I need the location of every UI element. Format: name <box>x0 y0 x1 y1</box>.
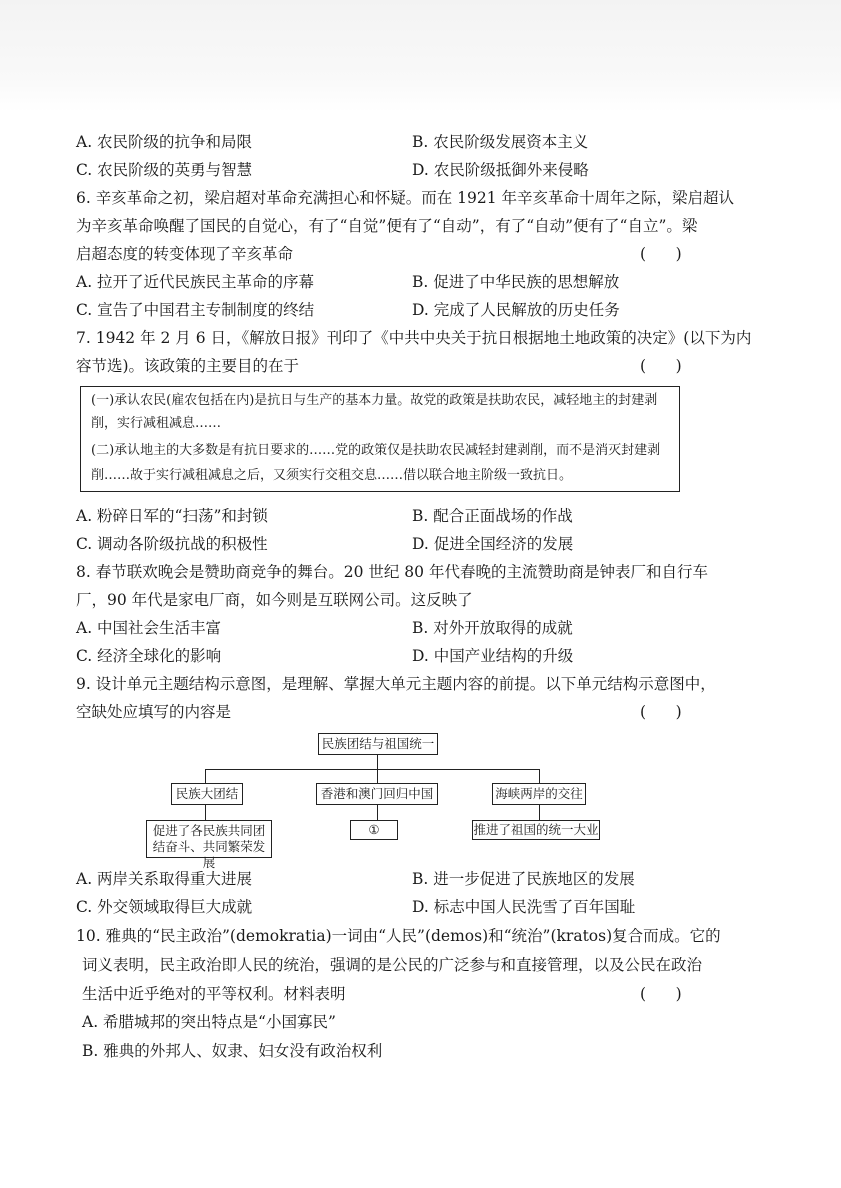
diagram-root-node: 民族团结与祖国统一 <box>318 733 438 755</box>
q9-option-a[interactable]: A. 两岸关系取得重大进展 <box>76 870 253 888</box>
q9-option-b[interactable]: B. 进一步促进了民族地区的发展 <box>412 870 635 888</box>
diagram-connector <box>205 769 539 770</box>
q9-stem-line-2: 空缺处应填写的内容是 <box>76 703 232 721</box>
q9-stem-line-1: 9. 设计单元主题结构示意图，是理解、掌握大单元主题内容的前提。以下单元结构示意图中， <box>76 675 716 693</box>
q9-option-c[interactable]: C. 外交领域取得巨大成就 <box>76 898 253 916</box>
diagram-node-national-unity: 民族大团结 <box>171 783 243 805</box>
q7-option-c[interactable]: C. 调动各阶级抗战的积极性 <box>76 535 268 553</box>
q8-stem-line-1: 8. 春节联欢晚会是赞助商竞争的舞台。20 世纪 80 年代春晚的主流赞助商是钟表厂和自行车 <box>76 563 708 581</box>
excerpt-line-3: (二)承认地主的大多数是有抗日要求的……党的政策仅是扶助农民减轻封建剥削，而不是消灭封建剥 <box>91 443 661 458</box>
diagram-node-hk-macao-return: 香港和澳门回归中国 <box>316 783 438 805</box>
unity-result-line-2: 结奋斗、共同繁荣发展 <box>152 839 266 870</box>
q5-option-b[interactable]: B. 农民阶级发展资本主义 <box>412 133 589 151</box>
excerpt-line-2: 削，实行减租减息…… <box>91 416 222 431</box>
q10-answer-bracket[interactable]: ( ) <box>640 985 682 1003</box>
q10-stem-line-2: 词义表明，民主政治即人民的统治，强调的是公民的广泛参与和直接管理，以及公民在政治 <box>82 956 703 974</box>
diagram-node-cross-strait: 海峡两岸的交往 <box>492 783 586 805</box>
q6-stem-line-1: 6. 辛亥革命之初，梁启超对革命充满担心和怀疑。而在 1921 年辛亥革命十周年之际，梁启超认 <box>76 189 735 207</box>
q7-option-b[interactable]: B. 配合正面战场的作战 <box>412 507 573 525</box>
diagram-node-reunification-result: 推进了祖国的统一大业 <box>472 820 600 840</box>
q6-option-d[interactable]: D. 完成了人民解放的历史任务 <box>412 301 620 319</box>
q5-option-d[interactable]: D. 农民阶级抵御外来侵略 <box>412 161 589 179</box>
q7-option-a[interactable]: A. 粉碎日军的“扫荡”和封锁 <box>76 507 268 525</box>
q10-option-a[interactable]: A. 希腊城邦的突出特点是“小国寡民” <box>82 1013 336 1031</box>
q9-answer-bracket[interactable]: ( ) <box>640 703 682 721</box>
diagram-node-unity-result <box>146 820 272 870</box>
q7-stem-line-2: 容节选)。该政策的主要目的在于 <box>76 357 300 375</box>
q8-stem-line-2: 厂，90 年代是家电厂商，如今则是互联网公司。这反映了 <box>76 591 473 609</box>
unity-result-line-1: 促进了各民族共同团 <box>152 823 266 838</box>
q10-stem-line-1: 10. 雅典的“民主政治”(demokratia)一词由“人民”(demos)和“统治”(kratos)复合而成。它的 <box>76 927 721 945</box>
q8-option-b[interactable]: B. 对外开放取得的成就 <box>412 619 573 637</box>
q10-stem-line-3: 生活中近乎绝对的平等权利。材料表明 <box>82 985 346 1003</box>
excerpt-line-4: 削……故于实行减租减息之后，又须实行交租交息……借以联合地主阶级一致抗日。 <box>91 468 573 483</box>
diagram-blank-slot-1[interactable]: ① <box>350 820 398 840</box>
q6-answer-bracket[interactable]: ( ) <box>640 245 682 263</box>
q8-option-c[interactable]: C. 经济全球化的影响 <box>76 647 222 665</box>
diagram-connector <box>205 805 206 820</box>
q7-source-excerpt-box <box>80 386 680 492</box>
q7-answer-bracket[interactable]: ( ) <box>640 357 682 375</box>
q8-option-a[interactable]: A. 中国社会生活丰富 <box>76 619 222 637</box>
q6-stem-line-2: 为辛亥革命唤醒了国民的自觉心，有了“自觉”便有了“自动”，有了“自动”便有了“自立”。梁 <box>76 217 698 235</box>
diagram-connector <box>539 805 540 820</box>
excerpt-line-1: (一)承认农民(雇农包括在内)是抗日与生产的基本力量。故党的政策是扶助农民，减轻地主的封建剥 <box>91 393 658 408</box>
q6-option-a[interactable]: A. 拉开了近代民族民主革命的序幕 <box>76 273 315 291</box>
q10-option-b[interactable]: B. 雅典的外邦人、奴隶、妇女没有政治权利 <box>82 1042 383 1060</box>
q5-option-a[interactable]: A. 农民阶级的抗争和局限 <box>76 133 253 151</box>
diagram-connector <box>539 769 540 783</box>
q9-option-d[interactable]: D. 标志中国人民洗雪了百年国耻 <box>412 898 636 916</box>
scan-top-shadow <box>0 0 841 112</box>
q6-option-c[interactable]: C. 宣告了中国君主专制制度的终结 <box>76 301 315 319</box>
diagram-connector <box>377 769 378 783</box>
q6-option-b[interactable]: B. 促进了中华民族的思想解放 <box>412 273 620 291</box>
diagram-connector <box>377 755 378 769</box>
q5-option-c[interactable]: C. 农民阶级的英勇与智慧 <box>76 161 253 179</box>
q7-stem-line-1: 7. 1942 年 2 月 6 日，《解放日报》刊印了《中共中央关于抗日根据地土地政策的决定》(以下为内 <box>76 329 752 347</box>
q8-option-d[interactable]: D. 中国产业结构的升级 <box>412 647 574 665</box>
q6-stem-line-3: 启超态度的转变体现了辛亥革命 <box>76 245 294 263</box>
diagram-connector <box>205 769 206 783</box>
diagram-connector <box>377 805 378 820</box>
q7-option-d[interactable]: D. 促进全国经济的发展 <box>412 535 574 553</box>
